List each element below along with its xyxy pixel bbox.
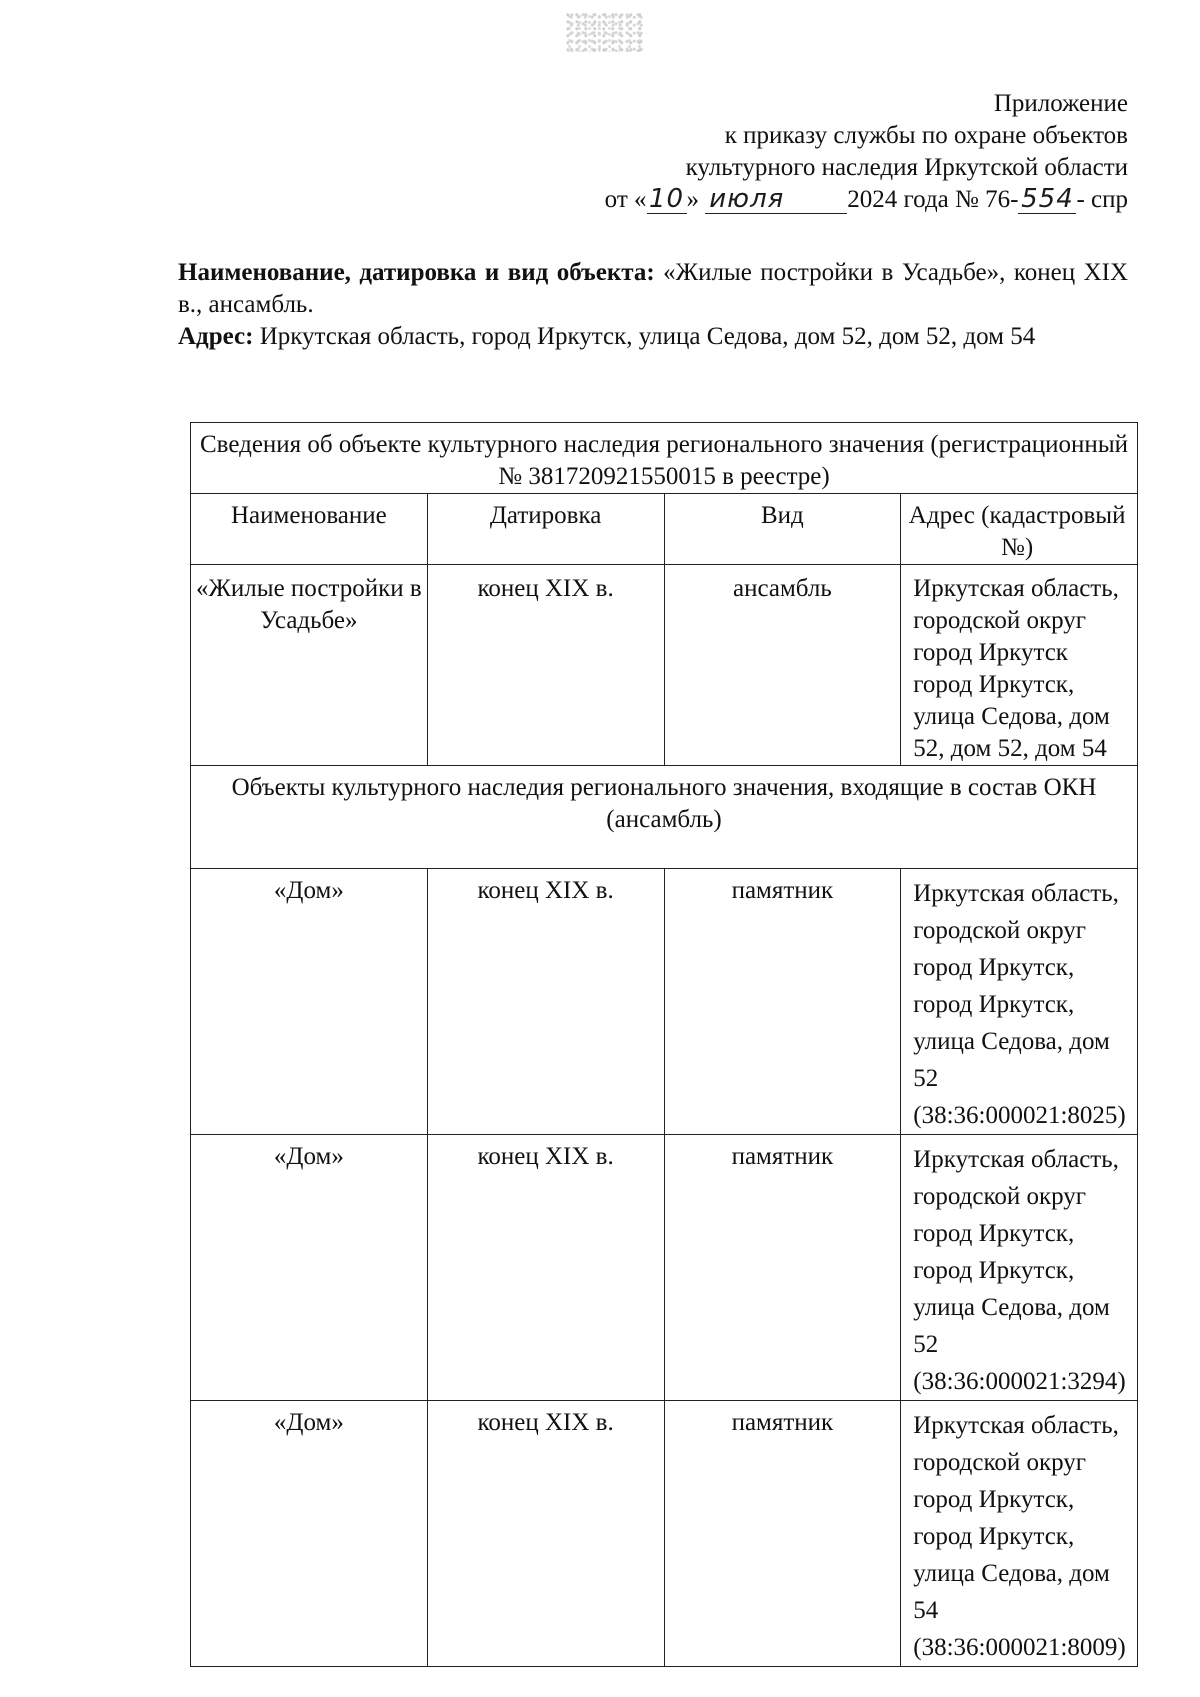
components-title: Объекты культурного наследия регионального значения, входящие в состав ОКН (ансамбль) [191,766,1138,869]
object-name-value: «Жилые постройки в Усадьбе», конец XIX в., ансамбль. [178,259,1129,318]
table-title: Сведения об объекте культурного наследия регионального значения (регистрационный № 381720921550015 в реестре) [191,423,1138,494]
column-header-address: Адрес (кадастровый №) [901,494,1138,565]
date-month-handwritten: июля [705,185,847,214]
column-header-name: Наименование [191,494,428,565]
date-day-handwritten: 10 [647,185,687,214]
appendix-authority: культурного наследия Иркутской области [685,154,1128,181]
date-mid: » [686,186,700,213]
column-header-date: Датировка [427,494,664,565]
component-name: «Дом» [191,1401,428,1667]
component-kind: памятник [664,869,901,1135]
object-summary [178,257,1128,353]
table-row [191,869,1138,1135]
ensemble-date: конец XIX в. [427,565,664,766]
appendix-header [428,88,1128,216]
table-title-row [191,423,1138,494]
column-header-kind: Вид [664,494,901,565]
appendix-date-line [428,184,1128,216]
ensemble-name: «Жилые постройки в Усадьбе» [191,565,428,766]
column-header-row [191,494,1138,565]
object-name-label: Наименование, датировка и вид объекта: [178,259,655,286]
object-address-paragraph [178,321,1128,353]
appendix-title: Приложение [993,90,1128,117]
heritage-table [190,422,1138,1667]
ensemble-kind: ансамбль [664,565,901,766]
component-address: Иркутская область, городской округ город Иркутск, город Иркутск, улица Седова, дом 52 (38:36:000021:3294) [901,1135,1138,1401]
object-address-label: Адрес: [178,323,254,350]
component-name: «Дом» [191,869,428,1135]
components-title-row [191,766,1138,869]
object-address-value: Иркутская область, город Иркутск, улица Седова, дом 52, дом 52, дом 54 [259,323,1036,350]
scan-artifact [566,12,644,52]
component-kind: памятник [664,1401,901,1667]
ensemble-address: Иркутская область, городской округ город Иркутск город Иркутск, улица Седова, дом 52, дом 52, дом 54 [901,565,1138,766]
component-date: конец XIX в. [427,869,664,1135]
component-date: конец XIX в. [427,1401,664,1667]
table-row [191,1401,1138,1667]
component-address: Иркутская область, городской округ город Иркутск, город Иркутск, улица Седова, дом 54 (38:36:000021:8009) [901,1401,1138,1667]
component-name: «Дом» [191,1135,428,1401]
object-name-paragraph [178,257,1128,321]
component-address: Иркутская область, городской округ город Иркутск, город Иркутск, улица Седова, дом 52 (38:36:000021:8025) [901,869,1138,1135]
component-kind: памятник [664,1135,901,1401]
appendix-order-ref: к приказу службы по охране объектов [724,122,1128,149]
date-year: 2024 года № 76- [847,186,1019,213]
table-row [191,565,1138,766]
date-prefix: от « [604,186,647,213]
table-row [191,1135,1138,1401]
order-number-handwritten: 554 [1018,185,1076,214]
component-date: конец XIX в. [427,1135,664,1401]
order-suffix: - спр [1076,186,1128,213]
